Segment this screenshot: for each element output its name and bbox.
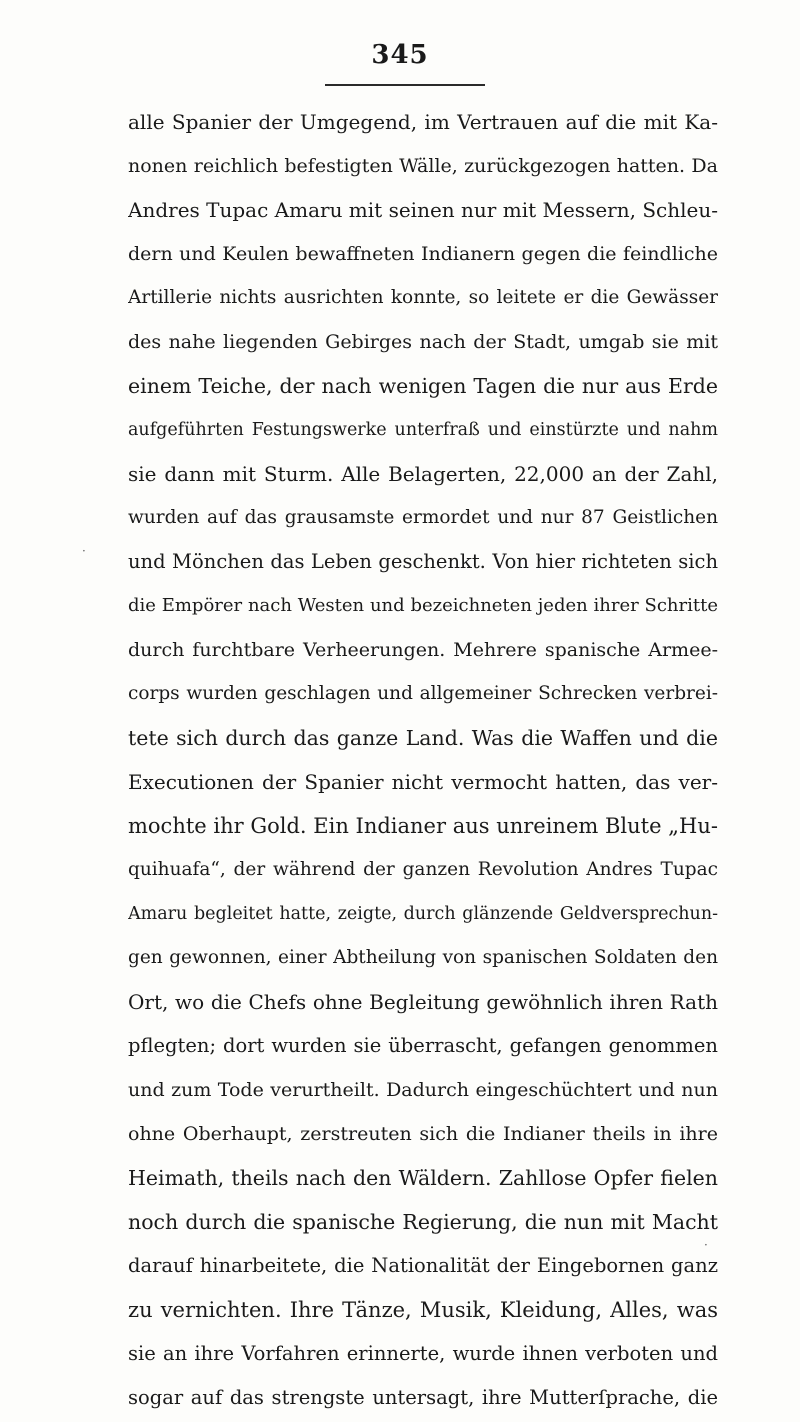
text-line: darauf hinarbeitete, die Nationalität der Eingebornen ganz [128, 1254, 718, 1277]
text-line: tete sich durch das ganze Land. Was die Waffen und die [128, 726, 718, 750]
text-line: Executionen der Spanier nicht vermocht hatten, das ver- [128, 770, 718, 794]
text-line: Heimath, theils nach den Wäldern. Zahllose Opfer fielen [128, 1166, 718, 1190]
text-line: Ort, wo die Chefs ohne Begleitung gewöhnlich ihren Rath [128, 990, 718, 1014]
text-line: dern und Keulen bewaffneten Indianern gegen die feindliche [128, 243, 718, 265]
text-line: Andres Tupac Amaru mit seinen nur mit Messern, Schleu- [128, 198, 718, 222]
text-line: durch furchtbare Verheerungen. Mehrere spanische Armee- [128, 639, 718, 661]
text-line: nonen reichlich befestigten Wälle, zurückgezogen hatten. Da [128, 155, 718, 177]
text-line: und Mönchen das Leben geschenkt. Von hier richteten sich [128, 550, 718, 573]
text-line: quihuafa“, der während der ganzen Revolution Andres Tupac [128, 859, 718, 880]
text-line: corps wurden geschlagen und allgemeiner Schrecken verbrei- [128, 683, 718, 704]
text-line: einem Teiche, der nach wenigen Tagen die nur aus Erde [128, 374, 718, 398]
text-line: wurden auf das grausamste ermordet und nur 87 Geistlichen [128, 507, 718, 528]
text-line: sie an ihre Vorfahren erinnerte, wurde ihnen verboten und [128, 1342, 718, 1365]
text-line: ohne Oberhaupt, zerstreuten sich die Indianer theils in ihre [128, 1123, 718, 1145]
text-line: mochte ihr Gold. Ein Indianer aus unreinem Blute „Hu- [128, 814, 718, 838]
margin-speck: · [82, 544, 86, 558]
body-text [128, 100, 718, 1420]
text-line: aufgeführten Festungswerke unterfraß und einstürzte und nahm [128, 420, 718, 440]
page-number-underline [325, 84, 485, 86]
text-line: sogar auf das strengste untersagt, ihre Mutterſprache, die [128, 1386, 718, 1409]
text-line: Amaru begleitet hatte, zeigte, durch glänzende Geldversprechun- [128, 904, 718, 924]
margin-speck: · [704, 1238, 708, 1252]
text-line: Artillerie nichts ausrichten konnte, so leitete er die Gewässer [128, 287, 718, 308]
text-line: noch durch die spanische Regierung, die nun mit Macht [128, 1210, 718, 1234]
text-line: des nahe liegenden Gebirges nach der Stadt, umgab sie mit [128, 331, 718, 353]
page-number: 345 [371, 40, 429, 70]
text-line: die Empörer nach Westen und bezeichneten jeden ihrer Schritte [128, 595, 718, 616]
text-line: alle Spanier der Umgegend, im Vertrauen auf die mit Ka- [128, 110, 718, 134]
text-line: pflegten; dort wurden sie überrascht, gefangen genommen [128, 1034, 718, 1057]
text-line: sie dann mit Sturm. Alle Belagerten, 22,000 an der Zahl, [128, 462, 718, 486]
text-line: zu vernichten. Ihre Tänze, Musik, Kleidung, Alles, was [128, 1298, 718, 1322]
text-line: und zum Tode verurtheilt. Dadurch eingeschüchtert und nun [128, 1079, 718, 1101]
text-line: gen gewonnen, einer Abtheilung von spanischen Soldaten den [128, 947, 718, 968]
